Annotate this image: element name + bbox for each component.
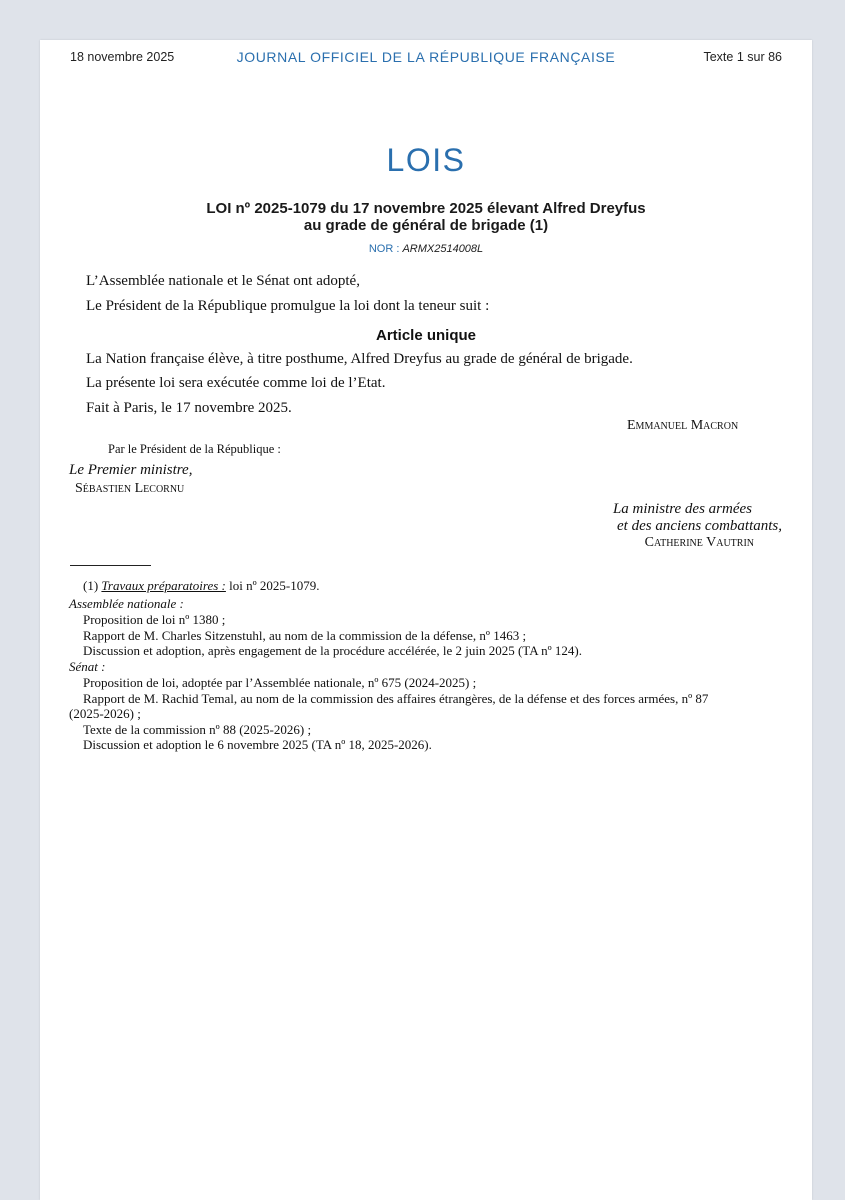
article-text-1: La Nation française élève, à titre posthume, Alfred Dreyfus au grade de général de brigade.: [86, 351, 633, 367]
president-signature: Emmanuel Macron: [627, 418, 739, 433]
footnote-reference: loi nº 2025-1079.: [229, 578, 320, 593]
par-le-president: Par le Président de la République :: [108, 442, 281, 456]
footnote-senat-item-3: Texte de la commission nº 88 (2025-2026) ;: [83, 722, 312, 737]
footnote-senat-item-2: Rapport de M. Rachid Temal, au nom de la commission des affaires étrangères, de la défense et des forces armées, nº 87: [83, 691, 709, 706]
header-date: 18 novembre 2025: [70, 50, 175, 64]
page-header: [70, 50, 782, 70]
footnote-senat-item-2-cont: (2025-2026) ;: [69, 706, 141, 721]
minister-name: Catherine Vautrin: [644, 535, 754, 550]
nor-label: NOR :: [368, 243, 400, 255]
footnote-senat-heading: Sénat :: [69, 659, 106, 674]
prime-minister-name: Sébastien Lecornu: [75, 481, 185, 496]
article-title: Article unique: [375, 327, 476, 344]
article-text-2: La présente loi sera exécutée comme loi de l’Etat.: [86, 375, 386, 391]
footnote-senat-item-4: Discussion et adoption le 6 novembre 2025 (TA nº 18, 2025-2026).: [83, 737, 432, 752]
prime-minister-title: Le Premier ministre,: [69, 462, 193, 478]
footnote-number: (1): [83, 578, 99, 593]
header-text-count: Texte 1 sur 86: [703, 50, 782, 64]
footnote-senat-item-1: Proposition de loi, adoptée par l’Assemblée nationale, nº 675 (2024-2025) ;: [83, 675, 477, 690]
law-title: [40, 200, 812, 234]
minister-title-line-2: et des anciens combattants,: [617, 518, 782, 534]
footnote-label: Travaux préparatoires :: [101, 578, 226, 593]
footnote-an-item-2: Rapport de M. Charles Sitzenstuhl, au nom de la commission de la défense, nº 1463 ;: [83, 628, 527, 643]
law-title-line-2: au grade de général de brigade (1): [303, 217, 549, 234]
preamble-line-2: Le Président de la République promulgue la loi dont la teneur suit :: [86, 298, 490, 314]
section-title: LOIS: [386, 142, 466, 178]
footnote-an-item-3: Discussion et adoption, après engagement de la procédure accélérée, le 2 juin 2025 (TA nº 124).: [83, 643, 582, 658]
law-title-line-1: LOI nº 2025-1079 du 17 novembre 2025 élevant Alfred Dreyfus: [206, 200, 646, 217]
nor-reference: [40, 243, 812, 255]
footnote-intro: [83, 578, 319, 593]
minister-title-line-1: La ministre des armées: [612, 501, 752, 517]
journal-page: [40, 40, 812, 1200]
preamble-line-1: L’Assemblée nationale et le Sénat ont adopté,: [86, 273, 360, 289]
footnote-an-heading: Assemblée nationale :: [69, 596, 184, 611]
footnote-an-item-1: Proposition de loi nº 1380 ;: [83, 612, 226, 627]
header-journal-title: JOURNAL OFFICIEL DE LA RÉPUBLIQUE FRANÇAISE: [236, 49, 616, 65]
nor-value: ARMX2514008L: [402, 243, 484, 255]
footnote-divider: [70, 565, 151, 566]
article-date-place: Fait à Paris, le 17 novembre 2025.: [86, 400, 292, 416]
